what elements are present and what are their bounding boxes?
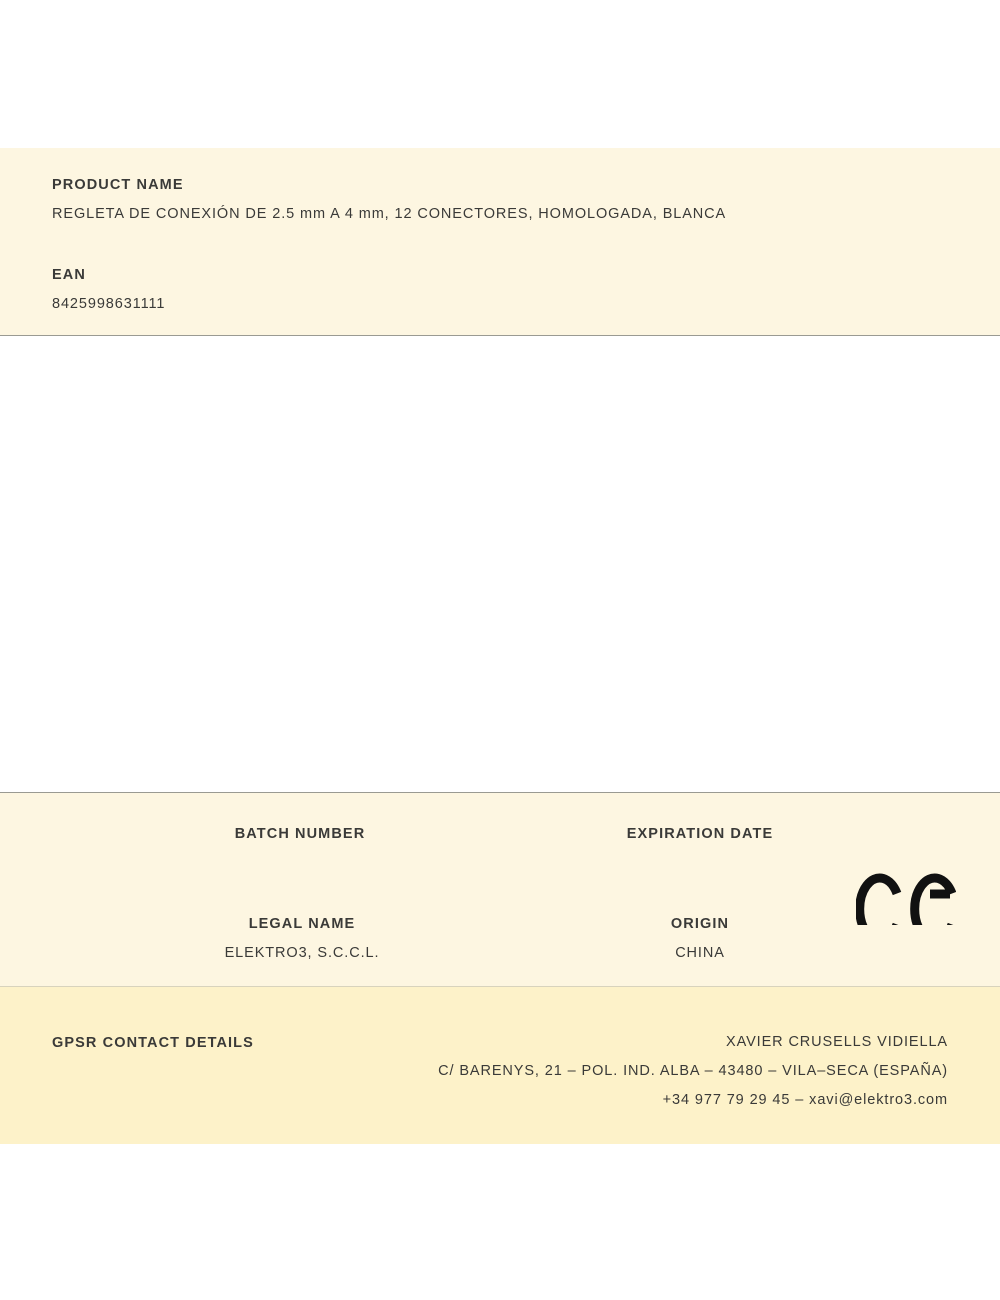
product-name-label: PRODUCT NAME bbox=[52, 177, 184, 193]
expiration-date-label: EXPIRATION DATE bbox=[626, 826, 774, 842]
gpsr-contact-phone-email: +34 977 79 29 45 – xavi@elektro3.com bbox=[662, 1092, 948, 1108]
gpsr-contact-address: C/ BARENYS, 21 – POL. IND. ALBA – 43480 – VILA–SECA (ESPAÑA) bbox=[438, 1063, 948, 1079]
gpsr-contact-block bbox=[0, 987, 1000, 1144]
batch-number-label: BATCH NUMBER bbox=[234, 826, 366, 842]
legal-name-value: ELEKTRO3, S.C.C.L. bbox=[224, 945, 380, 961]
legal-name-label: LEGAL NAME bbox=[248, 916, 356, 932]
blank-content-area bbox=[0, 336, 1000, 792]
origin-value: CHINA bbox=[675, 945, 725, 961]
ce-mark-icon bbox=[856, 863, 956, 925]
origin-label: ORIGIN bbox=[670, 916, 730, 932]
ean-label: EAN bbox=[52, 267, 86, 283]
batch-legal-block bbox=[0, 792, 1000, 987]
product-info-block bbox=[0, 148, 1000, 336]
product-name-value: REGLETA DE CONEXIÓN DE 2.5 mm A 4 mm, 12 CONECTORES, HOMOLOGADA, BLANCA bbox=[52, 206, 727, 222]
gpsr-contact-name: XAVIER CRUSELLS VIDIELLA bbox=[726, 1034, 948, 1050]
gpsr-contact-details bbox=[438, 1028, 948, 1115]
ean-value: 8425998631111 bbox=[52, 296, 166, 312]
gpsr-contact-label: GPSR CONTACT DETAILS bbox=[52, 1035, 254, 1051]
